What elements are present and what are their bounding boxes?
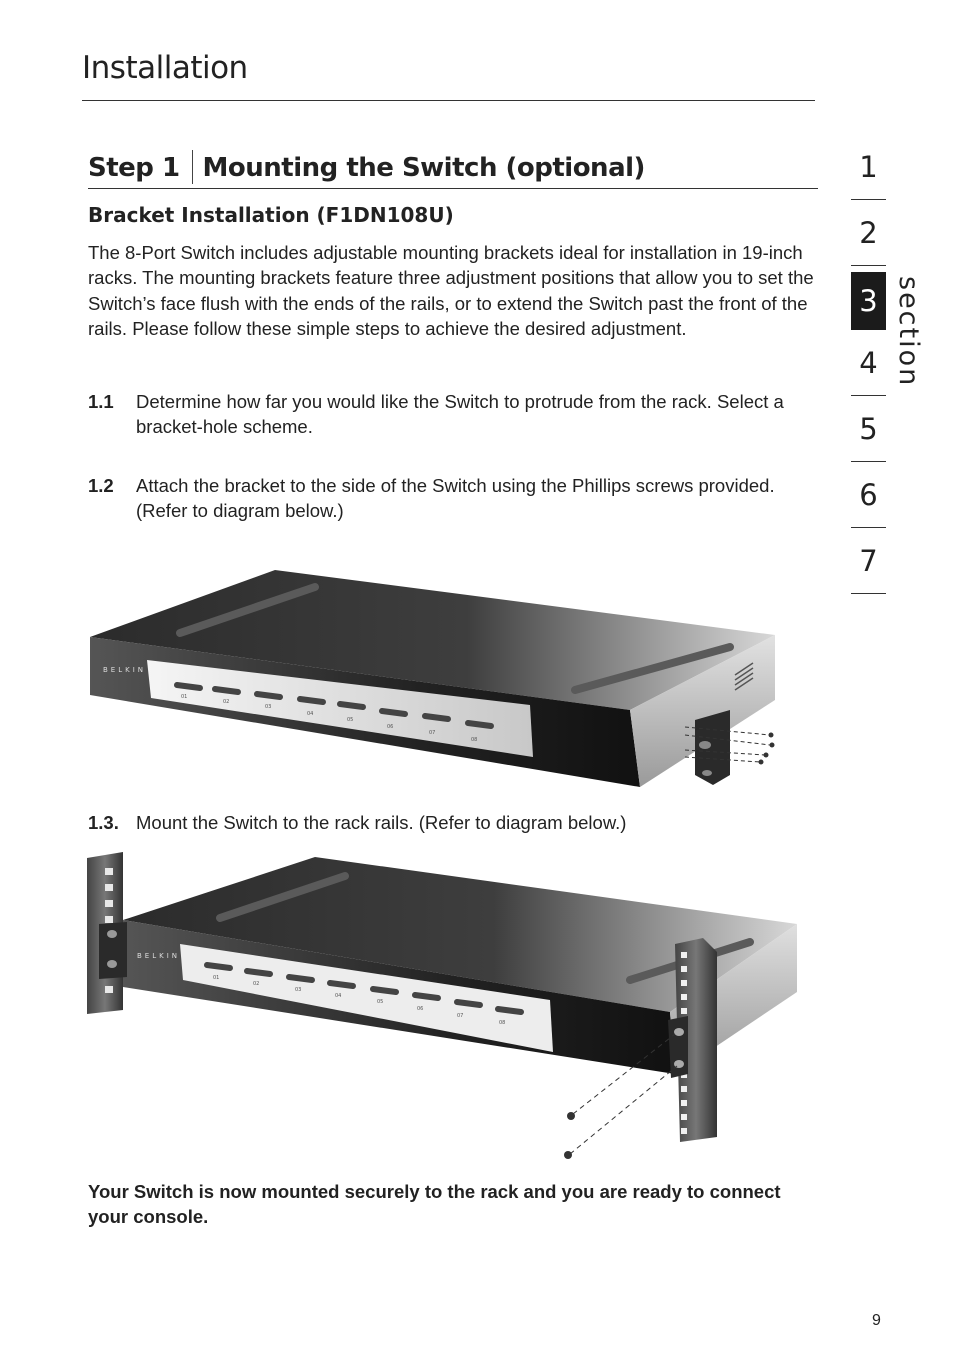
svg-text:01: 01 — [213, 975, 220, 981]
svg-text:04: 04 — [307, 711, 314, 717]
section-item-7[interactable]: 7 — [851, 528, 886, 594]
svg-text:05: 05 — [347, 717, 354, 723]
section-item-3-active[interactable]: 3 — [851, 272, 886, 330]
screws — [564, 1112, 575, 1159]
step-separator — [192, 150, 193, 184]
svg-text:08: 08 — [499, 1020, 506, 1026]
step-text: Attach the bracket to the side of the Switch using the Phillips screws provided. (Refer to diagram below.) — [136, 475, 775, 522]
svg-text:06: 06 — [387, 724, 394, 730]
step-number: Step 1 — [88, 153, 180, 183]
rack-mount-diagram — [85, 852, 805, 1167]
step-heading — [88, 150, 818, 184]
section-nav — [851, 134, 886, 594]
svg-text:03: 03 — [265, 704, 272, 710]
step-title: Mounting the Switch (optional) — [202, 153, 645, 183]
step-number-label: 1.2 — [88, 475, 114, 496]
section-item-4[interactable]: 4 — [851, 330, 886, 396]
bracket-attach-diagram — [85, 565, 780, 795]
svg-text:03: 03 — [295, 987, 302, 993]
page-header-title: Installation — [82, 50, 248, 86]
bracket-hole — [674, 1028, 684, 1036]
step-number-label: 1.3. — [88, 812, 119, 833]
bracket-heading: Bracket Installation (F1DN108U) — [88, 203, 454, 227]
section-item-1[interactable]: 1 — [851, 134, 886, 200]
bracket-hole — [702, 770, 712, 776]
svg-text:07: 07 — [429, 730, 436, 736]
svg-text:02: 02 — [223, 699, 230, 705]
svg-text:01: 01 — [181, 694, 188, 700]
svg-text:08: 08 — [471, 737, 478, 743]
section-item-5[interactable]: 5 — [851, 396, 886, 462]
header-divider — [82, 100, 815, 101]
svg-text:05: 05 — [377, 999, 384, 1005]
bracket-intro: The 8-Port Switch includes adjustable mounting brackets ideal for installation in 19-inch racks. The mounting brackets feature three adjustment positions that allow you to set the Switch’s face flush with the ends of the rails, or to extend the Switch past the front of the rails. Please follow these simple steps to achieve the desired adjustment. — [88, 242, 814, 339]
step-text: Mount the Switch to the rack rails. (Refer to diagram below.) — [136, 812, 627, 833]
step-divider — [88, 188, 818, 189]
svg-text:04: 04 — [335, 993, 342, 999]
page-number: 9 — [872, 1312, 881, 1329]
step-number-label: 1.1 — [88, 391, 114, 412]
svg-text:02: 02 — [253, 981, 260, 987]
section-item-6[interactable]: 6 — [851, 462, 886, 528]
step-text: Determine how far you would like the Switch to protrude from the rack. Select a bracket-hole scheme. — [136, 391, 784, 438]
mounting-bracket — [695, 710, 730, 785]
section-item-2[interactable]: 2 — [851, 200, 886, 266]
section-label: section — [893, 276, 924, 388]
right-bracket — [668, 1016, 688, 1078]
bracket-hole — [107, 930, 117, 938]
bracket-hole — [699, 741, 711, 749]
svg-text:06: 06 — [417, 1006, 424, 1012]
brand-logo: BELKIN — [103, 666, 147, 674]
brand-logo: BELKIN — [137, 952, 181, 960]
closing-note: Your Switch is now mounted securely to the rack and you are ready to connect your console. — [88, 1181, 781, 1228]
svg-text:07: 07 — [457, 1013, 464, 1019]
screws — [759, 733, 775, 765]
bracket-hole — [107, 960, 117, 968]
